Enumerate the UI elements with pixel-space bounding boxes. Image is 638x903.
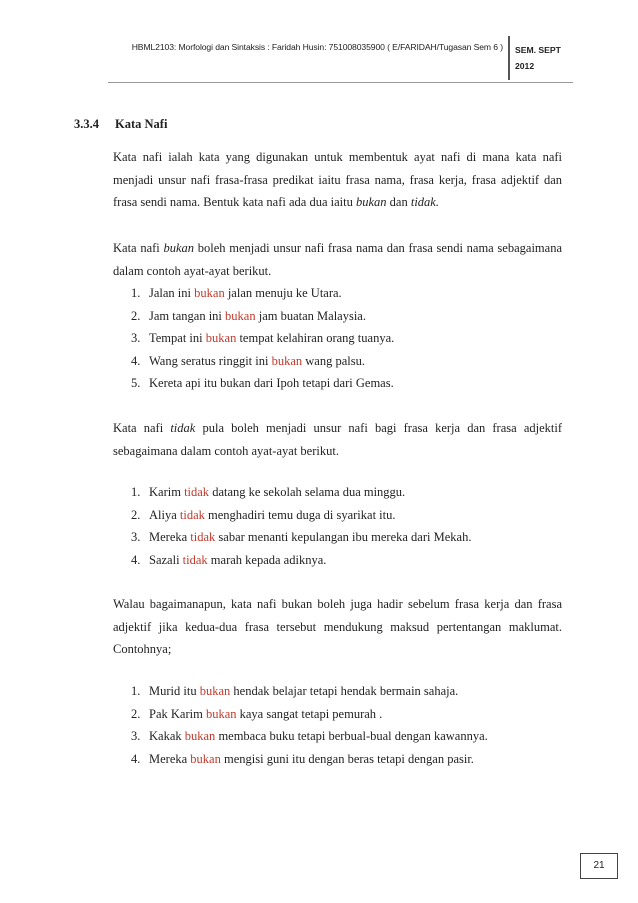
list-item-number: 4. <box>131 353 141 368</box>
list-item-text-rest: jalan menuju ke Utara. <box>224 286 342 300</box>
list-item-text-rest: hendak belajar tetapi hendak bermain sahaja. <box>230 684 459 698</box>
list-item <box>131 350 394 373</box>
list-item-text: Mereka <box>149 530 191 544</box>
list-item-text-rest: kaya sangat tetapi pemurah . <box>236 706 383 721</box>
list-item-number: 4. <box>131 751 141 766</box>
negation-word-highlight: bukan <box>199 684 231 698</box>
list-item <box>131 305 394 328</box>
negation-word-highlight: bukan <box>194 286 225 300</box>
header-rule <box>108 82 573 83</box>
list-item <box>131 327 394 350</box>
section-number: 3.3.4 <box>74 117 99 131</box>
list-item-text: Kakak <box>149 729 185 743</box>
list-item-number: 2. <box>131 507 141 522</box>
p1-em-tidak: tidak. <box>410 195 439 209</box>
list-item <box>131 481 471 504</box>
list-item-text-rest: mengisi guni itu dengan beras tetapi dengan pasir. <box>220 751 474 766</box>
list-item <box>131 703 488 726</box>
header-semester-line1: SEM. SEPT <box>515 45 561 55</box>
paragraph-3 <box>113 417 562 462</box>
p3-text: Kata nafi <box>113 421 171 435</box>
list-item-text: Sazali <box>149 552 183 567</box>
negation-word-highlight: tidak <box>190 530 216 544</box>
negation-word-highlight: bukan <box>205 706 237 721</box>
list-item-text: Jalan ini <box>149 286 195 300</box>
list-item-text: Aliya <box>149 507 180 522</box>
negation-word-highlight: bukan <box>190 751 221 766</box>
list-item-text-rest: membaca buku tetapi berbual-bual dengan kawannya. <box>215 729 488 743</box>
list-item-number: 1. <box>131 286 141 300</box>
list-item-text-rest: menghadiri temu duga di syarikat itu. <box>204 507 396 522</box>
header-divider <box>508 36 510 80</box>
list-item-text-rest: datang ke sekolah selama dua minggu. <box>209 485 406 499</box>
negation-word-highlight: tidak <box>184 485 210 499</box>
list-item <box>131 504 471 527</box>
list-item-number: 2. <box>131 308 141 323</box>
list-item-text-rest: marah kepada adiknya. <box>207 552 327 567</box>
p3-em-tidak: tidak <box>170 421 196 435</box>
list-item <box>131 372 394 395</box>
list-item-number: 4. <box>131 552 141 567</box>
list-item-text: Pak Karim <box>149 706 206 721</box>
list-item-text: Wang seratus ringgit ini <box>149 353 272 368</box>
section-title: Kata Nafi <box>115 117 168 131</box>
section-heading <box>74 117 167 132</box>
list-item <box>131 526 471 549</box>
list-item-text: Kereta api itu bukan dari Ipoh tetapi dari Gemas. <box>149 376 394 390</box>
header-semester <box>515 42 561 74</box>
list-item-number: 3. <box>131 530 141 544</box>
list-item-text: Karim <box>149 485 185 499</box>
example-list-bukan-frasa-kerja <box>131 680 488 770</box>
list-item <box>131 282 394 305</box>
list-item-number: 5. <box>131 376 141 390</box>
list-item-text: Murid itu <box>149 684 200 698</box>
negation-word-highlight: bukan <box>225 308 256 323</box>
p1-text-2: dan <box>386 195 411 209</box>
list-item <box>131 549 471 572</box>
list-item <box>131 725 488 748</box>
negation-word-highlight: bukan <box>184 729 216 743</box>
example-list-bukan <box>131 282 394 395</box>
negation-word-highlight: bukan <box>271 353 303 368</box>
page-number: 21 <box>580 853 618 879</box>
page-header <box>108 36 566 80</box>
paragraph-1 <box>113 146 562 214</box>
list-item-text-rest: tempat kelahiran orang tuanya. <box>236 331 395 345</box>
list-item <box>131 680 488 703</box>
negation-word-highlight: tidak <box>182 552 208 567</box>
list-item-number: 2. <box>131 706 141 721</box>
list-item-text: Tempat ini <box>149 331 206 345</box>
p2-em-bukan: bukan <box>163 241 195 255</box>
paragraph-2 <box>113 237 562 282</box>
list-item-number: 1. <box>131 485 141 499</box>
header-semester-line2: 2012 <box>515 61 535 71</box>
p1-text: Kata nafi ialah kata yang digunakan untuk membentuk ayat nafi di mana kata nafi menjadi unsur nafi frasa-frasa predikat iaitu frasa nama, frasa kerja, frasa adjektif dan frasa sendi nama. Bentuk kata nafi ada dua iaitu <box>113 150 562 209</box>
list-item-number: 1. <box>131 684 141 698</box>
paragraph-4: Walau bagaimanapun, kata nafi bukan boleh juga hadir sebelum frasa kerja dan frasa adjektif jika kedua-dua frasa tersebut mendukung maksud pertentangan maklumat. Contohnya; <box>113 597 562 656</box>
list-item-text: Jam tangan ini <box>149 308 226 323</box>
list-item-number: 3. <box>131 331 141 345</box>
p1-em-bukan: bukan <box>355 195 387 209</box>
list-item <box>131 748 488 771</box>
list-item-number: 3. <box>131 729 141 743</box>
p3-text-2: pula boleh menjadi unsur nafi bagi frasa kerja dan frasa adjektif sebagaimana dalam contoh ayat-ayat berikut. <box>113 421 562 458</box>
list-item-text-rest: wang palsu. <box>302 353 365 368</box>
header-course-info: HBML2103: Morfologi dan Sintaksis : Faridah Husin: 751008035900 ( E/FARIDAH/Tugasan Sem 6 ) <box>131 42 503 52</box>
list-item-text-rest: jam buatan Malaysia. <box>255 308 366 323</box>
negation-word-highlight: tidak <box>179 507 205 522</box>
p2-text-2: boleh menjadi unsur nafi frasa nama dan frasa sendi nama sebagaimana dalam contoh ayat-ayat berikut. <box>113 241 562 278</box>
negation-word-highlight: bukan <box>205 331 237 345</box>
list-item-text: Mereka <box>149 751 191 766</box>
p2-text: Kata nafi <box>113 241 164 255</box>
example-list-tidak <box>131 481 471 571</box>
list-item-text-rest: sabar menanti kepulangan ibu mereka dari Mekah. <box>215 530 472 544</box>
